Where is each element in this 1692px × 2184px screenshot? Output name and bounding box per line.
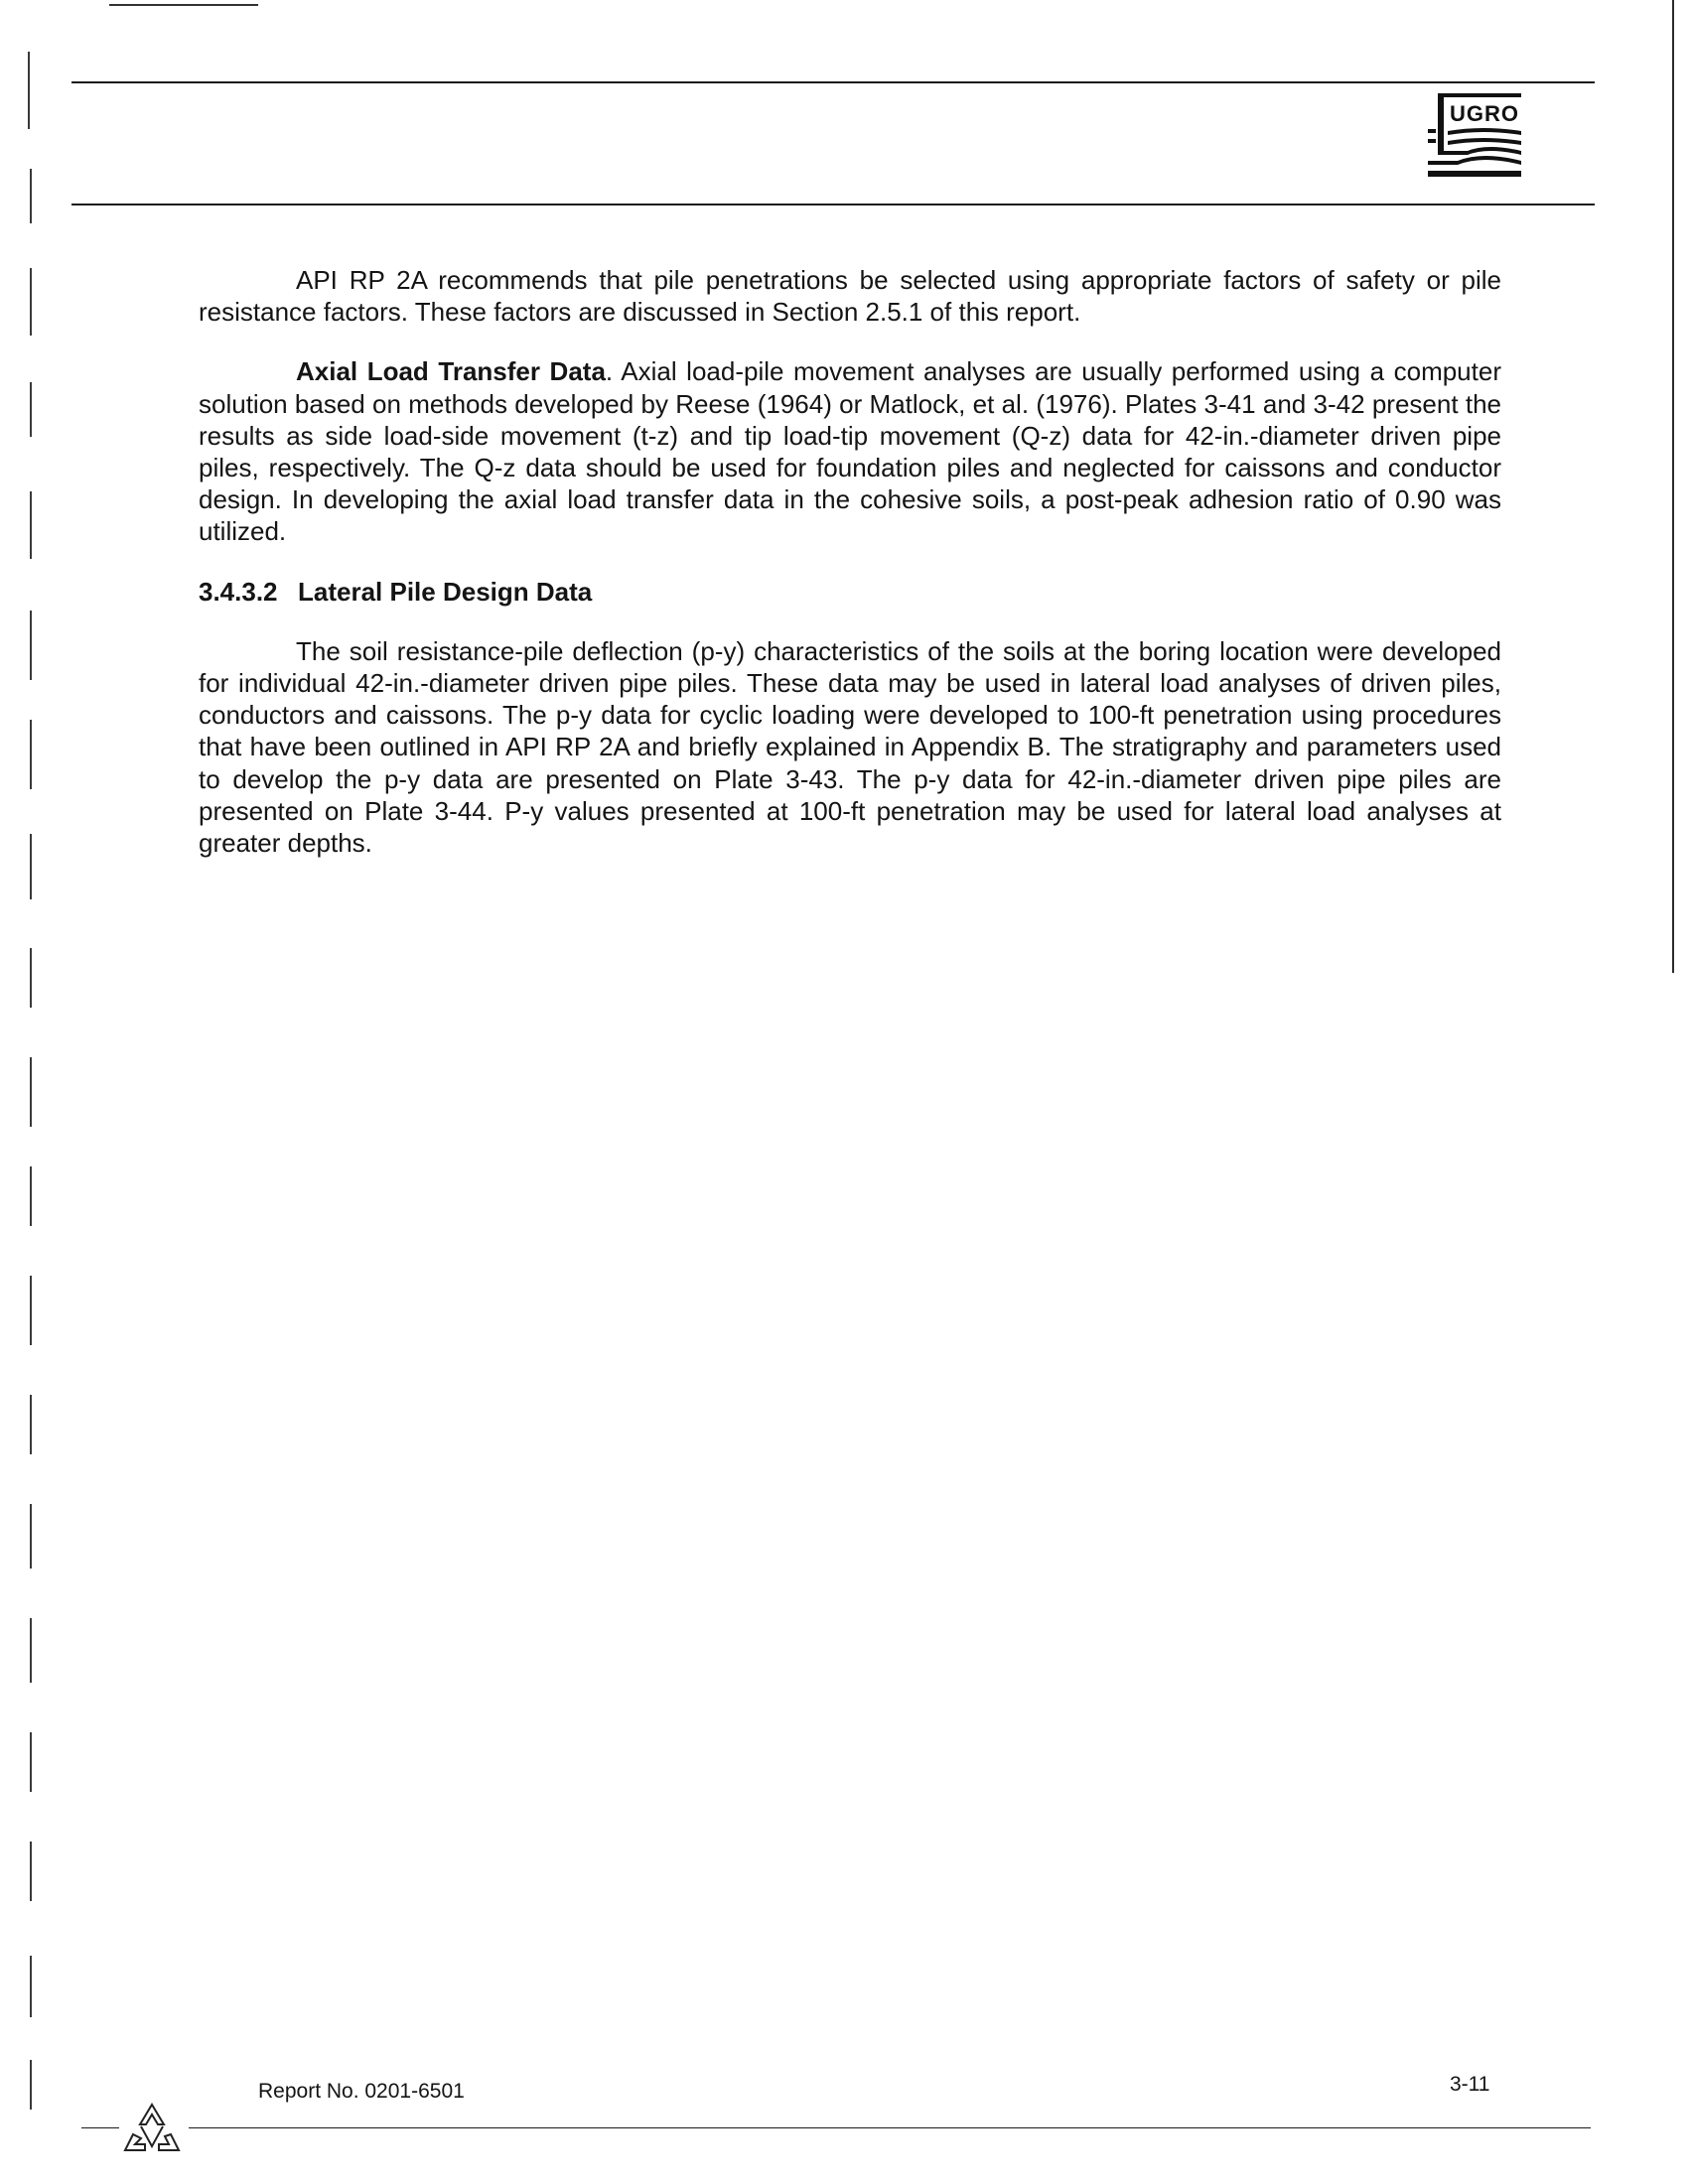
scan-artifact-right-edge: [1672, 0, 1674, 973]
paragraph-axial-load-transfer: [199, 355, 1501, 547]
fugro-logo: [1428, 85, 1521, 185]
scan-mark: [30, 1842, 32, 1901]
paragraph-lead-heading: Axial Load Transfer Data: [296, 356, 606, 387]
paragraph-api-rp-2a: [199, 264, 1501, 328]
scan-mark: [30, 268, 32, 336]
scan-mark: [30, 1504, 32, 1569]
scan-mark: [30, 720, 32, 789]
footer-rule-left: [81, 2127, 119, 2128]
header-rule-top: [71, 81, 1595, 83]
scan-mark: [30, 1276, 32, 1345]
scan-mark: [30, 1956, 32, 2017]
scan-mark: [30, 948, 32, 1008]
recycle-icon: [119, 2099, 185, 2160]
scan-mark: [30, 1057, 32, 1127]
paragraph-lateral-pile-design: [199, 635, 1501, 859]
scan-mark: [30, 834, 32, 899]
document-body: [199, 264, 1501, 887]
page-number: 3-11: [1450, 2073, 1490, 2096]
scan-mark: [30, 382, 32, 437]
section-heading: [199, 576, 1501, 608]
scan-mark: [30, 2060, 32, 2110]
paragraph-text: . Axial load-pile movement analyses are usually performed using a computer solution based on methods developed by Reese (1964) or Matlock, et al. (1976). Plates 3-41 and 3-42 present the results as side load-side movement (t-z) and tip load-tip movement (Q-z) data for 42-in.-diameter driven pipe piles, respectively. The Q-z data should be used for foundation piles and neglected for caissons and conductor design. In developing the axial load transfer data in the cohesive soils, a post-peak adhesion ratio of 0.90 was utilized.: [199, 356, 1501, 547]
header-rule-bottom: [71, 204, 1595, 205]
scan-mark: [30, 1395, 32, 1454]
scan-mark: [30, 1732, 32, 1792]
scan-mark: [30, 169, 32, 223]
scan-mark: [30, 1166, 32, 1226]
scan-artifact-top: [109, 4, 258, 6]
report-number: Report No. 0201-6501: [258, 2080, 465, 2103]
scan-mark: [30, 1618, 32, 1683]
paragraph-text: API RP 2A recommends that pile penetrations be selected using appropriate factors of safety or pile resistance factors. These factors are discussed in Section 2.5.1 of this report.: [199, 265, 1501, 328]
section-title: Lateral Pile Design Data: [298, 576, 593, 607]
paragraph-text: The soil resistance-pile deflection (p-y) characteristics of the soils at the boring location were developed for individual 42-in.-diameter driven pipe piles. These data may be used in lateral load analyses of driven piles, conductors and caissons. The p-y data for cyclic loading were developed to 100-ft penetration using procedures that have been outlined in API RP 2A and briefly explained in Appendix B. The stratigraphy and parameters used to develop the p-y data are presented on Plate 3-43. The p-y data for 42-in.-diameter driven pipe piles are presented on Plate 3-44. P-y values presented at 100-ft penetration may be used for lateral load analyses at greater depths.: [199, 635, 1501, 859]
scan-mark: [28, 52, 30, 129]
scan-mark: [30, 491, 32, 559]
section-number: 3.4.3.2: [199, 576, 278, 607]
svg-text:UGRO: UGRO: [1450, 101, 1519, 126]
scan-mark: [30, 611, 32, 680]
footer-rule: [189, 2127, 1591, 2128]
